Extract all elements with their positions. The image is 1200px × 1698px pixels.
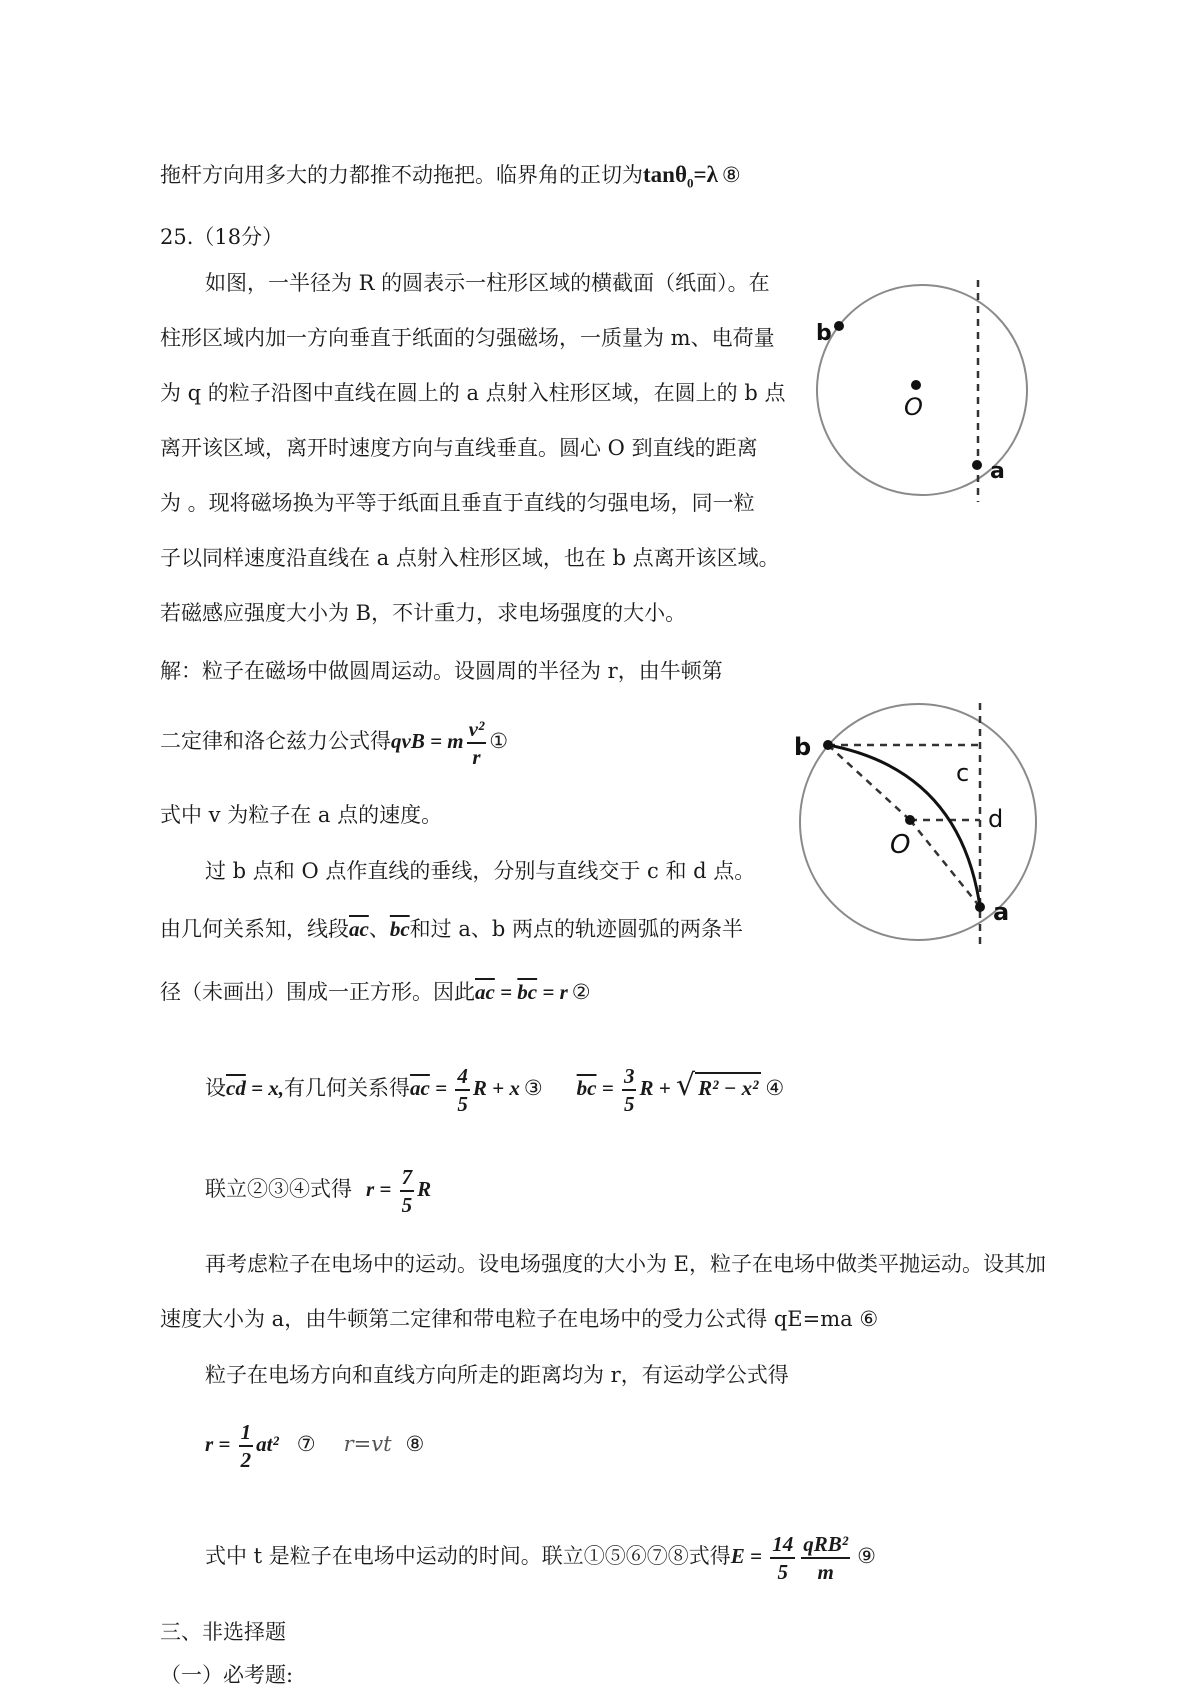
marker-4: ④ bbox=[765, 1076, 785, 1100]
problem-line: 柱形区域内加一方向垂直于纸面的匀强磁场，一质量为 m、电荷量 bbox=[160, 326, 775, 350]
segment-ac: $\overline{ac}$ bbox=[349, 917, 369, 941]
point-o bbox=[905, 815, 915, 825]
line-geometry-1: 由几何关系知，线段$\overline{ac}$、$\overline{bc}$和过 a、b 两点的轨迹圆弧的两条半 bbox=[160, 917, 743, 941]
marker-1: ① bbox=[489, 729, 509, 753]
eq8: r=vt bbox=[343, 1432, 392, 1456]
equations-7-8: r = $\frac{1}{2}$ at² ⑦ r=vt ⑧ bbox=[205, 1419, 425, 1472]
line-geometry-2: 径（未画出）围成一正方形。因此$\overline{ac} = \overline{bc} = r$ ② bbox=[160, 980, 591, 1004]
label-o: O bbox=[890, 830, 911, 860]
tan-formula: tanθ$_0$=λ bbox=[643, 162, 718, 191]
para-electric-3: 粒子在电场方向和直线方向所走的距离均为 r，有运动学公式得 bbox=[205, 1363, 789, 1387]
eq4-fraction: $\frac{3}{5}$ bbox=[623, 1063, 635, 1116]
figure-2-trajectory-diagram bbox=[790, 695, 1050, 955]
eq1-prefix: 二定律和洛仑兹力公式得 bbox=[160, 729, 391, 753]
section-3-heading: 三、非选择题 bbox=[160, 1620, 286, 1644]
point-a bbox=[972, 460, 982, 470]
point-o bbox=[911, 380, 921, 390]
marker-8b: ⑧ bbox=[405, 1432, 425, 1456]
segment-bc: $\overline{bc}$ bbox=[389, 917, 410, 941]
label-a: a bbox=[990, 459, 1005, 484]
eq1-fraction: $\frac{\text{v²}}{r}$ bbox=[468, 716, 485, 769]
section-3-subheading: （一）必考题: bbox=[160, 1663, 294, 1687]
label-a: a bbox=[993, 898, 1010, 926]
figure-1-circle-diagram bbox=[810, 272, 1050, 512]
label-c: c bbox=[956, 759, 970, 787]
eq7-fraction: $\frac{1}{2}$ bbox=[240, 1419, 252, 1472]
equations-3-4: 设$\overline{cd} = x$,有几何关系得$\overline{ac}$ = $\frac{4}{5}$ R + x ③ $\overline{bc}$ = $\frac{3}{5}$ R + √ R² − x² ④ bbox=[205, 1063, 785, 1116]
marker-7: ⑦ bbox=[296, 1432, 316, 1456]
problem-line: 离开该区域，离开时速度方向与直线垂直。圆心 O 到直线的距离 bbox=[160, 436, 758, 460]
equation-1 bbox=[160, 715, 508, 770]
problem-line: 子以同样速度沿直线在 a 点射入柱形区域，也在 b 点离开该区域。 bbox=[160, 546, 780, 570]
problem-line: 若磁感应强度大小为 B，不计重力，求电场强度的大小。 bbox=[160, 601, 687, 625]
marker-2: ② bbox=[571, 980, 591, 1004]
marker-8: ⑧ bbox=[721, 163, 741, 187]
segment-cd: $\overline{cd}$ bbox=[226, 1076, 246, 1100]
problem-line: 为 。现将磁场换为平等于纸面且垂直于直线的匀强电场，同一粒 bbox=[160, 491, 755, 515]
marker-3: ③ bbox=[523, 1076, 543, 1100]
problem-line: 为 q 的粒子沿图中直线在圆上的 a 点射入柱形区域，在圆上的 b 点 bbox=[160, 381, 786, 405]
para-electric-1: 再考虑粒子在电场中的运动。设电场强度的大小为 E，粒子在电场中做类平抛运动。设其加 bbox=[205, 1252, 1047, 1276]
problem-title: 25.（18分） bbox=[160, 225, 284, 249]
line-velocity: 式中 v 为粒子在 a 点的速度。 bbox=[160, 803, 443, 827]
top-line bbox=[160, 160, 741, 199]
label-b: b bbox=[794, 733, 812, 761]
equation-r: 联立②③④式得 r = $\frac{7}{5}$ R bbox=[205, 1164, 432, 1217]
marker-9: ⑨ bbox=[857, 1544, 876, 1568]
equation-9: 式中 t 是粒子在电场中运动的时间。联立①⑤⑥⑦⑧式得E = $\frac{14}{5}$ $\frac{\text{qRB²}}{m}$ ⑨ bbox=[205, 1531, 876, 1584]
eq9-fraction-2: $\frac{\text{qRB²}}{m}$ bbox=[803, 1531, 849, 1584]
eq1-lhs: qvB = m bbox=[391, 729, 464, 753]
line-perpendicular: 过 b 点和 O 点作直线的垂线，分别与直线交于 c 和 d 点。 bbox=[205, 859, 756, 883]
sqrt-term: R² − x² bbox=[695, 1072, 761, 1102]
problem-line: 如图，一半径为 R 的圆表示一柱形区域的横截面（纸面）。在 bbox=[205, 271, 770, 295]
label-d: d bbox=[988, 805, 1004, 833]
point-b bbox=[823, 740, 833, 750]
label-b: b bbox=[816, 321, 832, 346]
label-o: O bbox=[904, 393, 923, 421]
eq9-fraction-1: $\frac{14}{5}$ bbox=[772, 1531, 794, 1584]
point-b bbox=[834, 321, 844, 331]
eq-r-fraction: $\frac{7}{5}$ bbox=[401, 1164, 413, 1217]
para-electric-2: 速度大小为 a，由牛顿第二定律和带电粒子在电场中的受力公式得 qE=ma ⑥ bbox=[160, 1307, 879, 1331]
top-line-text: 拖杆方向用多大的力都推不动拖把。临界角的正切为 bbox=[160, 163, 643, 187]
eq3-fraction: $\frac{4}{5}$ bbox=[457, 1063, 468, 1116]
solution-line-1: 解：粒子在磁场中做圆周运动。设圆周的半径为 r，由牛顿第 bbox=[160, 659, 723, 683]
point-a bbox=[975, 902, 985, 912]
